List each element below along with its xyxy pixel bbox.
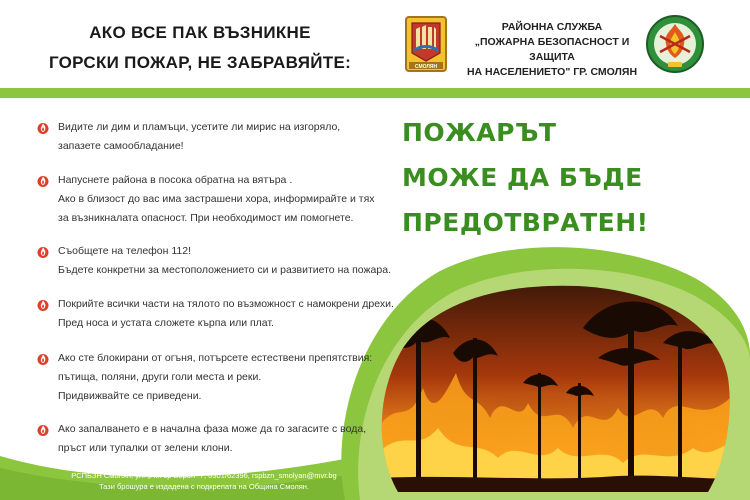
- headline-line-1: ПОЖАРЪТ: [402, 118, 557, 147]
- tip-line: Ако в близост до вас има застрашени хора, информирайте и тях: [58, 193, 375, 205]
- green-header-band: [0, 88, 750, 98]
- footer-contact-line: РСПБЗН Смолян, ул. „Петър Берон" 7, 0301/62396, rspbzn_smolyan@mvr.bg: [71, 471, 337, 480]
- tip-item: [36, 171, 376, 228]
- tip-item: [36, 118, 376, 156]
- tip-line: Придвижвайте се приведени.: [58, 390, 202, 402]
- org-title-line-2: „ПОЖАРНА БЕЗОПАСНОСТ И ЗАЩИТА: [474, 36, 630, 63]
- organization-title: [452, 20, 652, 80]
- smolyan-coat-of-arms-logo: [404, 15, 448, 73]
- tip-item: [36, 349, 376, 406]
- tip-line: Покрийте всички части на тялото по възможност с намокрени дрехи.: [58, 298, 394, 310]
- tip-line: Бъдете конкретни за местоположението си и развитието на пожара.: [58, 264, 391, 276]
- org-title-line-1: РАЙОННА СЛУЖБА: [501, 21, 603, 33]
- tip-line: за възникналата опасност. При необходимост им помогнете.: [58, 212, 354, 224]
- tip-line: Ако запалването е в начална фаза може да го загасите с вода,: [58, 423, 367, 435]
- headline-line-3: ПРЕДОТВРАТЕН!: [402, 208, 649, 237]
- tip-line: Видите ли дим и пламъци, усетите ли мирис на изгоряло,: [58, 121, 341, 133]
- headline-line-2: МОЖЕ ДА БЪДЕ: [402, 163, 643, 192]
- flame-icon: [36, 352, 50, 366]
- flame-icon: [36, 174, 50, 188]
- left-title: [40, 18, 360, 78]
- flame-icon: [36, 423, 50, 437]
- org-title-line-3: НА НАСЕЛЕНИЕТО" ГР. СМОЛЯН: [466, 66, 638, 78]
- tip-line: пръст или тупалки от зелени клони.: [58, 442, 233, 454]
- tip-line: запазете самообладание!: [58, 140, 184, 152]
- forest-fire-photo: [378, 278, 730, 492]
- tip-line: Пред носа и устата сложете кърпа или плат.: [58, 317, 274, 329]
- left-title-line-1: АКО ВСЕ ПАК ВЪЗНИКНЕ: [89, 23, 311, 42]
- left-title-line-2: ГОРСКИ ПОЖАР, НЕ ЗАБРАВЯЙТЕ:: [48, 53, 352, 72]
- tip-line: Напуснете района в посока обратна на вятъра .: [58, 174, 293, 186]
- tip-line: Ако сте блокирани от огъня, потърсете естествени препятствия:: [58, 352, 373, 364]
- tip-item: [36, 295, 394, 333]
- header: [0, 0, 750, 92]
- tip-line: пътища, поляни, други голи места и реки.: [58, 371, 262, 383]
- footer-sponsor-line: Тази брошура е издадена с подкрепата на Община Смолян.: [98, 482, 310, 491]
- flame-icon: [36, 245, 50, 259]
- flame-icon: [36, 121, 50, 135]
- tip-item: [36, 242, 391, 280]
- tip-line: Съобщете на телефон 112!: [58, 245, 192, 257]
- smolyan-logo-text: СМОЛЯН: [414, 64, 438, 70]
- footer: [34, 470, 374, 492]
- headline: [402, 110, 732, 245]
- fire-service-emblem-logo: [644, 12, 706, 76]
- flame-icon: [36, 298, 50, 312]
- tip-item: [36, 420, 376, 458]
